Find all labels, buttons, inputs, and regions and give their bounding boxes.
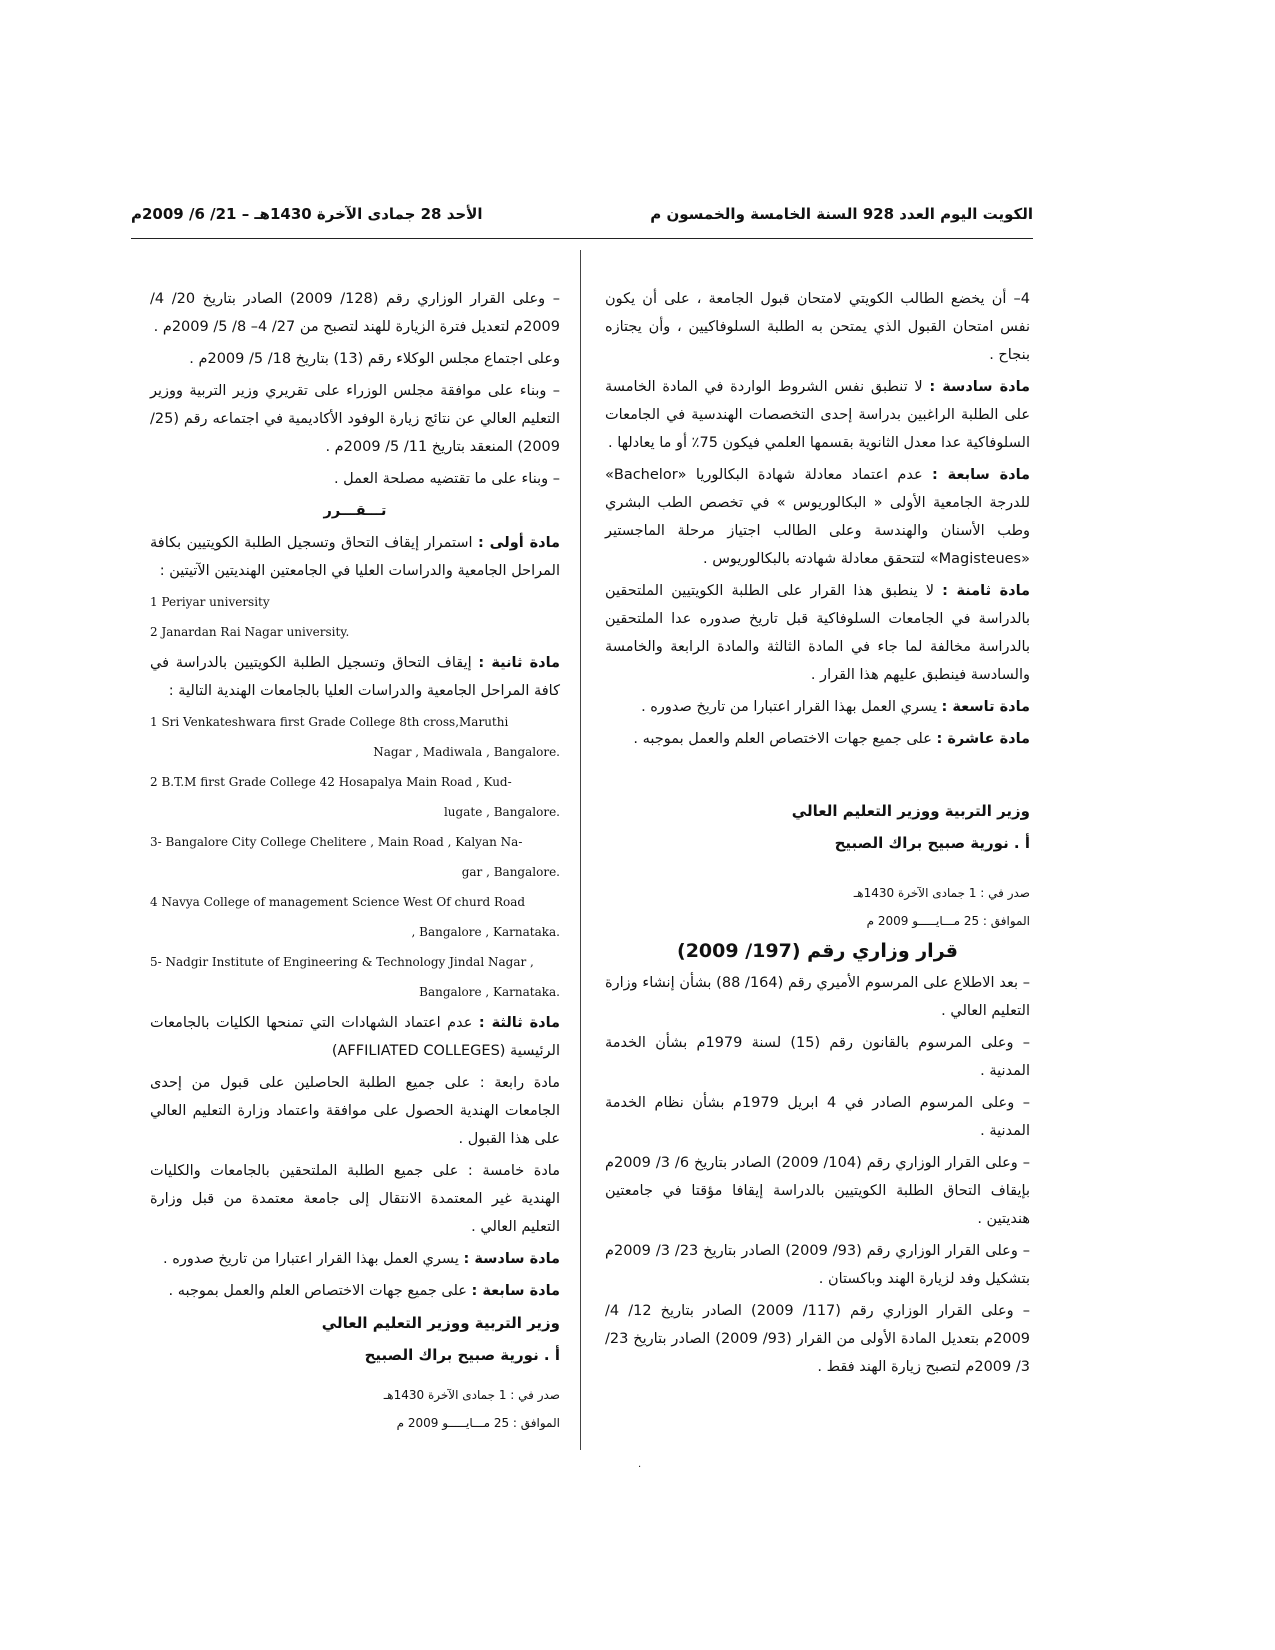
article-2: [150, 649, 560, 705]
preamble-9: – وبناء على موافقة مجلس الوزراء على تقريري وزير التربية ووزير التعليم العالي عن نتائج زيارة الوفود الأكاديمية في اجتماعه رقم (25/ 2009) المنعقد بتاريخ 11/ 5/ 2009م .: [150, 383, 560, 455]
university-1: 1 Periyar university: [150, 595, 270, 609]
left-column: [150, 285, 560, 1439]
college-4-line-2: , Bangalore , Karnataka.: [411, 925, 560, 939]
left-article-7-text: على جميع جهات الاختصاص العلم والعمل بموجبه .: [168, 1283, 467, 1299]
left-article-6-text: يسري العمل بهذا القرار اعتبارا من تاريخ صدوره .: [163, 1251, 459, 1267]
university-2: 2 Janardan Rai Nagar university.: [150, 625, 350, 639]
left-signature-name: أ . نورية صبيح براك الصبيح: [364, 1346, 560, 1364]
issued-date: صدر في : 1 جمادى الآخرة 1430هـ: [853, 886, 1030, 900]
college-1-line-2: Nagar , Madiwala , Bangalore.: [373, 745, 560, 759]
article-1-text: استمرار إيقاف التحاق وتسجيل الطلبة الكويتيين بكافة المراحل الجامعية والدراسات العليا في الجامعتين الهنديتين الآتيتين :: [150, 535, 560, 579]
article-8: [605, 577, 1030, 689]
corresponding-date: الموافق : 25 مـــايـــــو 2009 م: [866, 914, 1030, 928]
college-5-line-2: Bangalore , Karnataka.: [419, 985, 560, 999]
left-article-6-label: مادة سادسة :: [463, 1251, 560, 1267]
article-1-label: مادة أولى :: [477, 535, 561, 551]
preamble-5: – وعلى القرار الوزاري رقم (93/ 2009) الصادر بتاريخ 23/ 3/ 2009م بتشكيل وفد لزيارة الهند وباكستان .: [605, 1243, 1031, 1287]
article-9: [605, 693, 1030, 721]
article-10: [605, 725, 1030, 753]
article-7-text: عدم اعتماد معادلة شهادة البكالوريا «Bachelor» للدرجة الجامعية الأولى « البكالوريوس » في تخصص الطب البشري وطب الأسنان والهندسة وعلى الطالب اجتياز مرحلة الماجستير «Magisteues» لتتحقق معادلة شهادته بالبكالوريوس .: [605, 467, 1030, 567]
article-6-label: مادة سادسة :: [929, 379, 1031, 395]
spacer: [605, 861, 1030, 881]
article-8-text: لا ينطبق هذا القرار على الطلبة الكويتيين الملتحقين بالدراسة في الجامعات السلوفاكية قبل تاريخ صدوره عدا الملتحقين بالدراسة مخالفة لما جاء في المادة الثالثة والمادة الرابعة والخامسة والسادسة فينطبق عليهم هذا القرار .: [605, 583, 1030, 683]
article-3-text: عدم اعتماد الشهادات التي تمنحها الكليات بالجامعات الرئيسية (AFFILIATED COLLEGES): [150, 1015, 560, 1059]
college-5-line-1: 5- Nadgir Institute of Engineering & Technology Jindal Nagar ,: [150, 955, 534, 969]
college-3-line-2: gar , Bangalore.: [461, 865, 560, 879]
article-1: [150, 529, 560, 585]
decision-title: قرار وزاري رقم (197/ 2009): [677, 940, 958, 962]
column-divider: [580, 250, 581, 1450]
left-corresponding-date: الموافق : 25 مـــايـــــو 2009 م: [396, 1416, 560, 1430]
college-4-line-1: 4 Navya College of management Science West Of churd Road: [150, 895, 526, 909]
article-3-label: مادة ثالثة :: [478, 1015, 560, 1031]
article-2-label: مادة ثانية :: [478, 655, 560, 671]
footer-mark: ·: [638, 1462, 642, 1473]
left-article-6: [150, 1245, 560, 1273]
left-article-7: [150, 1277, 560, 1305]
spacer: [150, 1373, 560, 1383]
preamble-10: – وبناء على ما تقتضيه مصلحة العمل .: [333, 471, 560, 487]
article-7-label: مادة سابعة :: [932, 467, 1031, 483]
article-7: [605, 461, 1030, 573]
preamble-6: – وعلى القرار الوزاري رقم (117/ 2009) الصادر بتاريخ 12/ 4/ 2009م بتعديل المادة الأولى من القرار (93/ 2009) الصادر بتاريخ 23/ 3/ 2009م لتصبح زيارة الهند فقط .: [605, 1303, 1031, 1375]
article-6-text: لا تنطبق نفس الشروط الواردة في المادة الخامسة على الطلبة الراغبين بدراسة إحدى التخصصات الهندسية في الجامعات السلوفاكية عدا معدل الثانوية بقسمها العلمي فيكون 75٪ أو ما يعادلها .: [605, 379, 1030, 451]
article-3: [150, 1009, 560, 1065]
college-3-line-1: 3- Bangalore City College Chelitere , Main Road , Kalyan Na-: [150, 835, 523, 849]
article-9-text: يسري العمل بهذا القرار اعتبارا من تاريخ صدوره .: [641, 699, 937, 715]
preamble-8: وعلى اجتماع مجلس الوكلاء رقم (13) بتاريخ 18/ 5/ 2009م .: [189, 351, 560, 367]
preamble-1: – بعد الاطلاع على المرسوم الأميري رقم (164/ 88) بشأن إنشاء وزارة التعليم العالي .: [605, 975, 1030, 1019]
left-signature-title: وزير التربية ووزير التعليم العالي: [321, 1314, 560, 1332]
article-5: مادة خامسة : على جميع الطلبة الملتحقين بالجامعات والكليات الهندية غير المعتمدة الانتقال إلى جامعة معتمدة من قبل وزارة التعليم العالي .: [150, 1163, 560, 1235]
header-rule: [131, 238, 1033, 239]
college-2-line-2: lugate , Bangalore.: [443, 805, 560, 819]
article-8-label: مادة ثامنة :: [942, 583, 1030, 599]
spacer: [605, 757, 1030, 797]
header-date: الأحد 28 جمادى الآخرة 1430هـ – 21/ 6/ 2009م: [131, 205, 483, 223]
left-article-7-label: مادة سابعة :: [471, 1283, 560, 1299]
signature-title: وزير التربية ووزير التعليم العالي: [791, 802, 1030, 820]
article-4: مادة رابعة : على جميع الطلبة الحاصلين على قبول من إحدى الجامعات الهندية الحصول على موافقة واعتماد وزارة التعليم العالي على هذا القبول .: [150, 1075, 560, 1147]
article-9-label: مادة تاسعة :: [941, 699, 1030, 715]
article-10-label: مادة عاشرة :: [936, 731, 1030, 747]
signature-name: أ . نورية صبيح براك الصبيح: [834, 834, 1030, 852]
preamble-4: – وعلى القرار الوزاري رقم (104/ 2009) الصادر بتاريخ 6/ 3/ 2009م بإيقاف التحاق الطلبة الكويتيين بالدراسة إيقافا مؤقتا في جامعتين هنديتين .: [605, 1155, 1031, 1227]
clause-4: 4– أن يخضع الطالب الكويتي لامتحان قبول الجامعة ، على أن يكون نفس امتحان القبول الذي يمتحن به الطلبة السلوفاكيين ، وأن يجتازه بنجاح .: [605, 291, 1030, 363]
preamble-7: – وعلى القرار الوزاري رقم (128/ 2009) الصادر بتاريخ 20/ 4/ 2009م لتعديل فترة الزيارة للهند لتصبح من 27/ 4– 8/ 5/ 2009م .: [150, 291, 560, 335]
left-issued-date: صدر في : 1 جمادى الآخرة 1430هـ: [383, 1388, 560, 1402]
right-column: [605, 285, 1030, 1385]
header-issue-info: الكويت اليوم العدد 928 السنة الخامسة والخمسون م: [650, 205, 1033, 223]
article-10-text: على جميع جهات الاختصاص العلم والعمل بموجبه .: [633, 731, 932, 747]
decides-heading: تـــقـــرر: [323, 503, 387, 519]
college-1-line-1: 1 Sri Venkateshwara first Grade College 8th cross,Maruthi: [150, 715, 509, 729]
preamble-2: – وعلى المرسوم بالقانون رقم (15) لسنة 1979م بشأن الخدمة المدنية .: [605, 1035, 1030, 1079]
college-2-line-1: 2 B.T.M first Grade College 42 Hosapalya Main Road , Kud-: [150, 775, 512, 789]
preamble-3: – وعلى المرسوم الصادر في 4 ابريل 1979م بشأن نظام الخدمة المدنية .: [605, 1095, 1030, 1139]
article-2-text: إيقاف التحاق وتسجيل الطلبة الكويتيين بالدراسة في كافة المراحل الجامعية والدراسات العليا بالجامعات الهندية التالية :: [150, 655, 560, 699]
article-6: [605, 373, 1030, 457]
